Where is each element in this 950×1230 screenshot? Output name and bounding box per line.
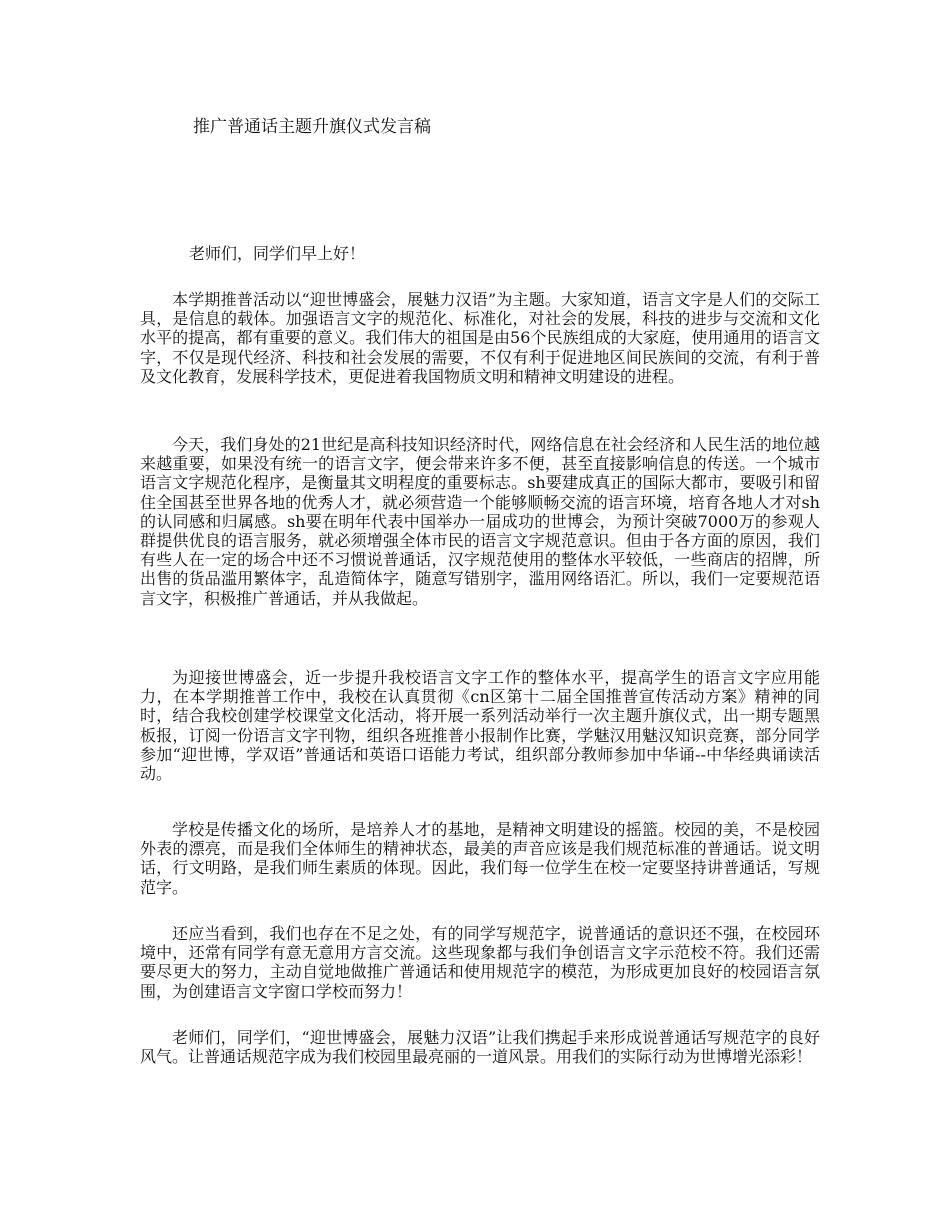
paragraph-information-age: 今天，我们身处的21世纪是高科技知识经济时代，网络信息在社会经济和人民生活的地位越来越重要，如果没有统一的语言文字，便会带来许多不便，甚至直接影响信息的传送。一个城市语言文字规范化程序，是衡量其文明程度的重要标志。sh要建成真正的国际大都市，要吸引和留住全国甚至世界各地的优秀人才，就必须营造一个能够顺畅交流的语言环境，培育各地人才对sh的认同感和归属感。sh要在明年代表中国举办一届成功的世博会，为预计突破7000万的参观人群提供优良的语言服务，就必须增强全体市民的语言文字规范意识。但由于各方面的原因，我们有些人在一定的场合中还不习惯说普通话，汉字规范使用的整体水平较低，一些商店的招牌，所出售的货品滥用繁体字，乱造简体字，随意写错别字，滥用网络语汇。所以，我们一定要规范语言文字，积极推广普通话，并从我做起。 xyxy=(140,435,820,608)
paragraph-school-activities: 为迎接世博盛会，近一步提升我校语言文字工作的整体水平，提高学生的语言文字应用能力，在本学期推普工作中，我校在认真贯彻《cn区第十二届全国推普宣传活动方案》精神的同时，结合我校创建学校课堂文化活动，将开展一系列活动举行一次主题升旗仪式，出一期专题黑板报，订阅一份语言文字刊物，组织各班推普小报制作比赛，学魅汉用魅汉知识竞赛，部分同学参加“迎世博，学双语”普通话和英语口语能力考试，组织部分教师参加中华诵--中华经典诵读活动。 xyxy=(140,668,820,784)
paragraph-campus-culture: 学校是传播文化的场所，是培养人才的基地，是精神文明建设的摇篮。校园的美，不是校园外表的漂亮，而是我们全体师生的精神状态，最美的声音应该是我们规范标准的普通话。说文明话，行文明路，是我们师生素质的体现。因此，我们每一位学生在校一定要坚持讲普通话，写规范字。 xyxy=(140,820,820,897)
document-title: 推广普通话主题升旗仪式发言稿 xyxy=(193,117,431,137)
paragraph-theme: 本学期推普活动以“迎世博盛会，展魅力汉语”为主题。大家知道，语言文字是人们的交际工具，是信息的载体。加强语言文字的规范化、标准化，对社会的发展，科技的进步与交流和文化水平的提高，都有重要的意义。我们伟大的祖国是由56个民族组成的大家庭，使用通用的语言文字，不仅是现代经济、科技和社会发展的需要，不仅有利于促进地区间民族间的交流，有利于普及文化教育，发展科学技术，更促进着我国物质文明和精神文明建设的进程。 xyxy=(140,290,820,386)
paragraph-shortcomings: 还应当看到，我们也存在不足之处，有的同学写规范字，说普通话的意识还不强，在校园环境中，还常有同学有意无意用方言交流。这些现象都与我们争创语言文字示范校不符。我们还需要尽更大的努力，主动自觉地做推广普通话和使用规范字的模范，为形成更加良好的校园语言氛围，为创建语言文字窗口学校而努力！ xyxy=(140,924,820,1001)
greeting-line: 老师们，同学们早上好！ xyxy=(189,244,366,263)
paragraph-closing: 老师们，同学们，“迎世博盛会，展魅力汉语”让我们携起手来形成说普通话写规范字的良好风气。让普通话规范字成为我们校园里最亮丽的一道风景。用我们的实际行动为世博增光添彩！ xyxy=(140,1028,820,1067)
